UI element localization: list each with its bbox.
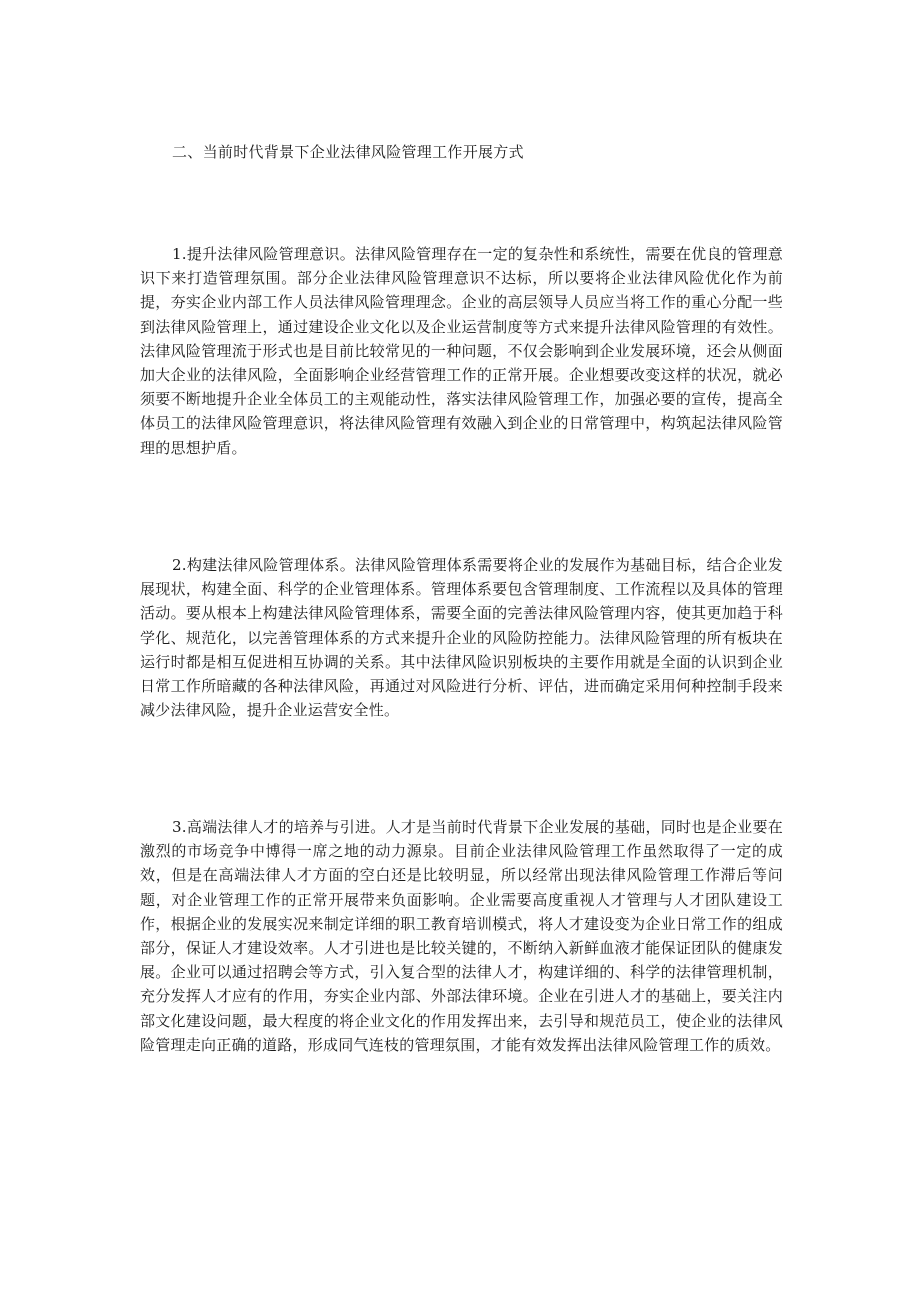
section-heading: 二、当前时代背景下企业法律风险管理工作开展方式: [172, 143, 524, 161]
paragraph-3: 3.高端法律人才的培养与引进。人才是当前时代背景下企业发展的基础，同时也是企业要在激烈的市场竞争中博得一席之地的动力源泉。目前企业法律风险管理工作虽然取得了一定的成效，但是在高端法律人才方面的空白还是比较明显，所以经常出现法律风险管理工作滞后等问题，对企业管理工作的正常开展带来负面影响。企业需要高度重视人才管理与人才团队建设工作，根据企业的发展实况来制定详细的职工教育培训模式，将人才建设变为企业日常工作的组成部分，保证人才建设效率。人才引进也是比较关键的，不断纳入新鲜血液才能保证团队的健康发展。企业可以通过招聘会等方式，引入复合型的法律人才，构建详细的、科学的法律管理机制，充分发挥人才应有的作用，夯实企业内部、外部法律环境。企业在引进人才的基础上，要关注内部文化建设问题，最大程度的将企业文化的作用发挥出来，去引导和规范员工，使企业的法律风险管理走向正确的道路，形成同气连枝的管理氛围，才能有效发挥出法律风险管理工作的质效。: [140, 818, 783, 1054]
paragraph-1: 1.提升法律风险管理意识。法律风险管理存在一定的复杂性和系统性，需要在优良的管理意识下来打造管理氛围。部分企业法律风险管理意识不达标，所以要将企业法律风险优化作为前提，夯实企业内部工作人员法律风险管理理念。企业的高层领导人员应当将工作的重心分配一些到法律风险管理上，通过建设企业文化以及企业运营制度等方式来提升法律风险管理的有效性。法律风险管理流于形式也是目前比较常见的一种问题，不仅会影响到企业发展环境，还会从侧面加大企业的法律风险，全面影响企业经营管理工作的正常开展。企业想要改变这样的状况，就必须要不断地提升企业全体员工的主观能动性，落实法律风险管理工作，加强必要的宣传，提高全体员工的法律风险管理意识，将法律风险管理有效融入到企业的日常管理中，构筑起法律风险管理的思想护盾。: [140, 245, 783, 457]
paragraph-2: 2.构建法律风险管理体系。法律风险管理体系需要将企业的发展作为基础目标，结合企业发展现状，构建全面、科学的企业管理体系。管理体系要包含管理制度、工作流程以及具体的管理活动。要从根本上构建法律风险管理体系，需要全面的完善法律风险管理内容，使其更加趋于科学化、规范化，以完善管理体系的方式来提升企业的风险防控能力。法律风险管理的所有板块在运行时都是相互促进相互协调的关系。其中法律风险识别板块的主要作用就是全面的认识到企业日常工作所暗藏的各种法律风险，再通过对风险进行分析、评估，进而确定采用何种控制手段来减少法律风险，提升企业运营安全性。: [140, 556, 783, 720]
